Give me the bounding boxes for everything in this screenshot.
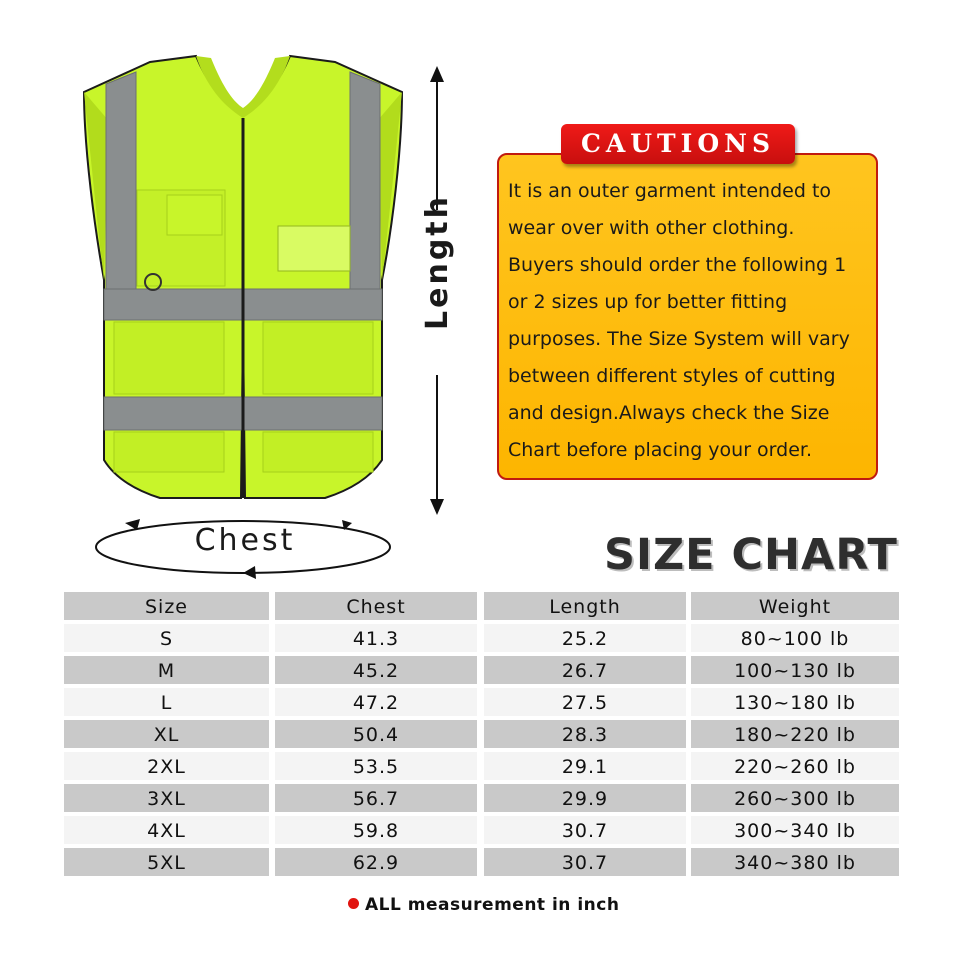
measurement-note bbox=[348, 895, 648, 917]
table-cell: M bbox=[64, 656, 269, 684]
table-cell: 50.4 bbox=[275, 720, 477, 748]
table-cell: S bbox=[64, 624, 269, 652]
table-cell: 30.7 bbox=[484, 848, 686, 876]
table-cell: 26.7 bbox=[484, 656, 686, 684]
table-cell: 300~340 lb bbox=[691, 816, 899, 844]
table-cell: 59.8 bbox=[275, 816, 477, 844]
size-chart-title: SIZE CHART bbox=[604, 530, 898, 580]
table-cell: XL bbox=[64, 720, 269, 748]
table-cell: 28.3 bbox=[484, 720, 686, 748]
table-cell: 29.9 bbox=[484, 784, 686, 812]
table-cell: 5XL bbox=[64, 848, 269, 876]
table-header-cell: Size bbox=[64, 592, 269, 620]
chest-label: Chest bbox=[194, 523, 296, 558]
table-cell: 220~260 lb bbox=[691, 752, 899, 780]
table-cell: L bbox=[64, 688, 269, 716]
measurement-note-text: ALL measurement in inch bbox=[365, 895, 620, 915]
table-cell: 340~380 lb bbox=[691, 848, 899, 876]
cautions-text: It is an outer garment intended to wear over with other clothing. Buyers should order the following 1 or 2 sizes up for better fitting purposes. The Size System will vary between different styles of cutting and design.Always check the Size Chart before placing your order. bbox=[508, 180, 850, 461]
cautions-title: CAUTIONS bbox=[561, 124, 795, 164]
table-cell: 130~180 lb bbox=[691, 688, 899, 716]
table-cell: 56.7 bbox=[275, 784, 477, 812]
table-header-cell: Chest bbox=[275, 592, 477, 620]
table-cell: 41.3 bbox=[275, 624, 477, 652]
table-cell: 53.5 bbox=[275, 752, 477, 780]
table-cell: 4XL bbox=[64, 816, 269, 844]
length-label: Length bbox=[420, 194, 455, 330]
table-cell: 25.2 bbox=[484, 624, 686, 652]
table-cell: 80~100 lb bbox=[691, 624, 899, 652]
table-cell: 180~220 lb bbox=[691, 720, 899, 748]
table-cell: 45.2 bbox=[275, 656, 477, 684]
table-cell: 3XL bbox=[64, 784, 269, 812]
table-cell: 100~130 lb bbox=[691, 656, 899, 684]
table-cell: 29.1 bbox=[484, 752, 686, 780]
table-cell: 30.7 bbox=[484, 816, 686, 844]
table-cell: 27.5 bbox=[484, 688, 686, 716]
red-dot-icon bbox=[348, 898, 359, 909]
table-header-cell: Length bbox=[484, 592, 686, 620]
table-cell: 260~300 lb bbox=[691, 784, 899, 812]
table-cell: 47.2 bbox=[275, 688, 477, 716]
table-header-cell: Weight bbox=[691, 592, 899, 620]
table-cell: 62.9 bbox=[275, 848, 477, 876]
table-cell: 2XL bbox=[64, 752, 269, 780]
